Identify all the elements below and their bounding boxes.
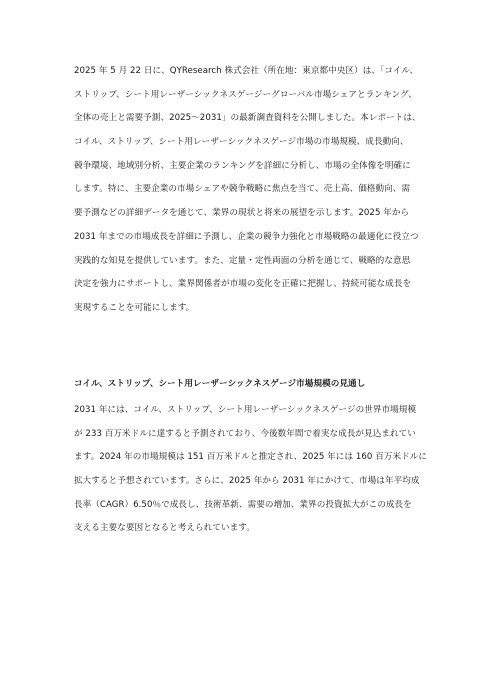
market-outlook-paragraph xyxy=(74,399,428,541)
intro-line: ストリップ、シート用レーザーシックネスゲージーグローバル市場シェアとランキング、 xyxy=(74,89,417,100)
intro-line: 実践的な知見を提供しています。また、定量・定性両面の分析を通じて、戦略的な意思 xyxy=(74,255,411,266)
outlook-line: 長率（CAGR）6.50％で成長し、技術革新、需要の増加、業界の投資拡大がこの成長を xyxy=(74,499,412,510)
outlook-line: 2031 年には、コイル、ストリップ、シート用レーザーシックネスゲージの世界市場規模 xyxy=(74,405,417,415)
outlook-line: 支える主要な要因となると考えられています。 xyxy=(74,523,255,534)
intro-line: 決定を強力にサポートし、業界関係者が市場の変化を正確に把握し、持続可能な成長を xyxy=(74,279,412,290)
intro-line: コイル、ストリップ、シート用レーザーシックネスゲージ市場の市場規模、成長動向、 xyxy=(74,137,409,148)
intro-paragraph xyxy=(74,60,421,321)
outlook-line: 拡大すると予想されています。さらに、2025 年から 2031 年にかけて、市場は年平均成 xyxy=(74,476,420,487)
outlook-line: が 233 百万米ドルに達すると予測されており、今後数年間で着実な成長が見込まれてい xyxy=(74,428,416,439)
intro-line: します。特に、主要企業の市場シェアや競争戦略に焦点を当て、売上高、価格動向、需 xyxy=(74,184,411,195)
intro-line: 実現することを可能にします。 xyxy=(74,302,195,313)
intro-line: 要予測などの詳細データを通じて、業界の現状と将来の展望を示します。2025 年から xyxy=(74,208,410,219)
intro-line: 競争環境、地域別分析、主要企業のランキングを詳細に分析し、市場の全体像を明確に xyxy=(74,160,411,171)
intro-line: 全体の売上と需要予測、2025～2031」の最新調査資料を公開しました。本レポートは、 xyxy=(74,113,421,124)
section-heading: コイル、ストリップ、シート用レーザーシックネスゲージ市場規模の見通し xyxy=(74,379,366,389)
intro-line: 2031 年までの市場成長を詳細に予測し、企業の競争力強化と市場戦略の最適化に役立つ xyxy=(74,231,419,242)
intro-line: 2025 年 5 月 22 日に、QYResearch 株式会社（所在地：東京都中央区）は、「コイル、 xyxy=(74,66,419,76)
outlook-line: ます。2024 年の市場規模は 151 百万米ドルと推定され、2025 年には 160 百万米ドルに xyxy=(74,452,428,463)
